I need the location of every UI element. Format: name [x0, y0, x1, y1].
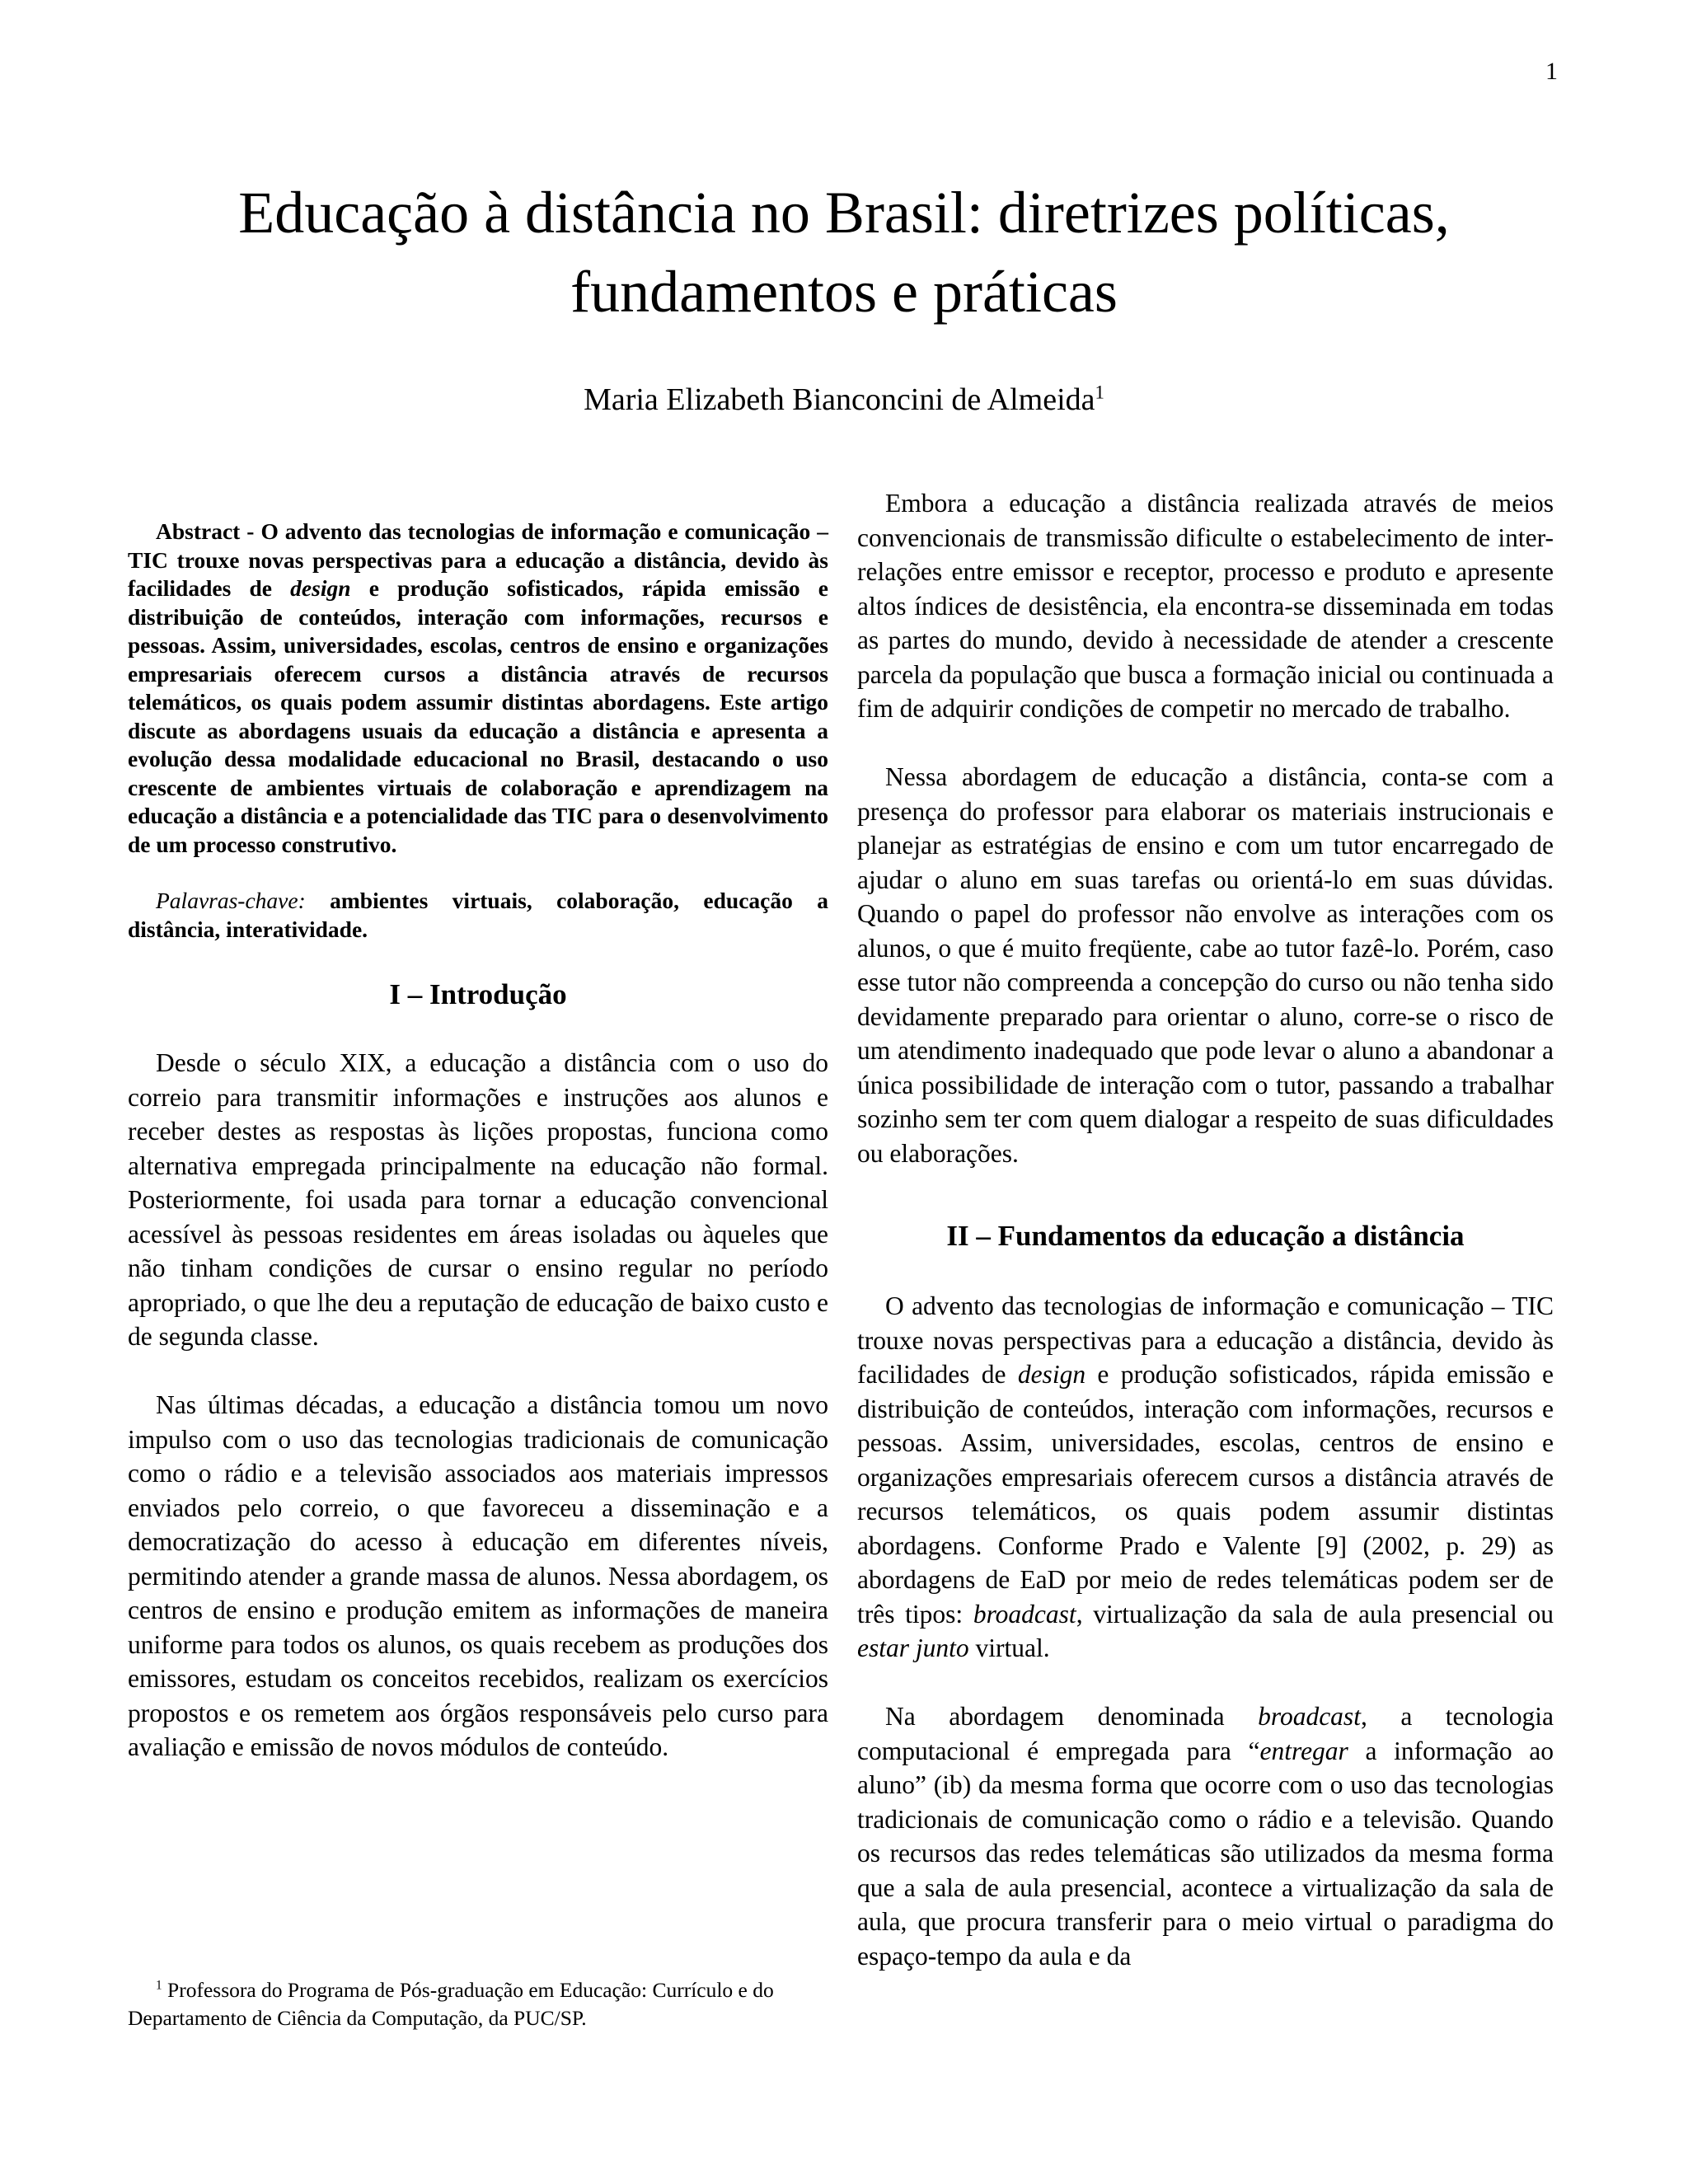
abstract-label: Abstract -: [156, 518, 255, 544]
paper-title: Educação à distância no Brasil: diretrizes políticas, fundamentos e práticas: [238, 180, 1450, 325]
italic-term: design: [1017, 1360, 1086, 1389]
page-number: 1: [1545, 58, 1558, 85]
text-run: e produção sofisticados, rápida emissão e distribuição de conteúdos, interação com informações, recursos e pessoas. Assim, universidades, escolas, centros de ensino e organizações empresariais oferecem cursos a distância através de recursos telemáticos, os quais podem assumir distintas abordagens. Conforme Prado e Valente [9] (2002, p. 29) as abordagens de EaD por meio de redes telemáticas podem ser de três tipos:: [857, 1360, 1554, 1629]
author-name: Maria Elizabeth Bianconcini de Almeida: [584, 382, 1095, 417]
footnote: [128, 1976, 828, 2032]
section-heading-fundamentos: II – Fundamentos da educação a distância: [946, 1220, 1465, 1252]
right-column: [857, 486, 1554, 1973]
paragraph: Desde o século XIX, a educação a distância com o uso do correio para transmitir informações e instruções aos alunos e receber destes as respostas às lições propostas, funciona como alternativa empregada principalmente na educação não formal. Posteriormente, foi usada para tornar a educação convencional acessível às pessoas residentes em áreas isoladas ou àqueles que não tinham condições de cursar o ensino regular no período apropriado, o que lhe deu a reputação de educação de baixo custo e de segunda classe.: [128, 1048, 828, 1351]
text-run: a informação ao aluno” (ib) da mesma forma que ocorre com o uso das tecnologias tradicionais de comunicação como o rádio e a televisão. Quando os recursos das redes telemáticas são utilizados da mesma forma que a sala de aula presencial, acontece a virtualização da sala de aula, que procura transferir para o meio virtual o paradigma do espaço-tempo da aula e da: [857, 1736, 1554, 1971]
italic-term: entregar: [1259, 1736, 1348, 1765]
italic-term: broadcast: [973, 1599, 1076, 1629]
keywords-values: ambientes virtuais, colaboração, educação a distância, interatividade.: [128, 888, 828, 942]
footnote-body: Professora do Programa de Pós-graduação em Educação: Currículo e do Departamento de Ciência da Computação, da PUC/SP.: [128, 1978, 774, 2030]
paragraph: Embora a educação a distância realizada através de meios convencionais de transmissão dificulte o estabelecimento de inter-relações entre emissor e receptor, processo e produto e apresente altos índices de desistência, ela encontra-se disseminada em todas as partes do mundo, devido à necessidade de atender a crescente parcela da população que busca a formação inicial ou continuada a fim de adquirir condições de competir no mercado de trabalho.: [857, 489, 1554, 723]
paragraph: Nessa abordagem de educação a distância, conta-se com a presença do professor para elaborar os materiais instrucionais e planejar as estratégias de ensino e com um tutor encarregado de ajudar o aluno em suas tarefas ou orientá-lo em suas dúvidas. Quando o papel do professor não envolve as interações com os alunos, o que é muito freqüente, cabe ao tutor fazê-lo. Porém, caso esse tutor não compreenda a concepção do curso ou não tenha sido devidamente preparado para orientar o aluno, corre-se o risco de um atendimento inadequado que pode levar o aluno a abandonar a única possibilidade de interação com o tutor, passando a trabalhar sozinho sem ter com quem dialogar a respeito de suas dificuldades ou elaborações.: [857, 762, 1554, 1168]
paragraph: Nas últimas décadas, a educação a distância tomou um novo impulso com o uso das tecnologias tradicionais de comunicação como o rádio e a televisão associados aos materiais impressos enviados pelo correio, o que favoreceu a disseminação e a democratização do acesso à educação em diferentes níveis, permitindo atender a grande massa de alunos. Nessa abordagem, os centros de ensino e produção emitem as informações de maneira uniforme para todos os alunos, os quais recebem as produções dos emissores, estudam os conceitos recebidos, realizam os exercícios propostos e os remetem aos órgãos responsáveis pelo curso para avaliação e emissão de novos módulos de conteúdo.: [128, 1390, 828, 1761]
abstract-italic: design: [290, 575, 351, 601]
text-run: , virtualização da sala de aula presencial ou: [1076, 1599, 1554, 1629]
text-run: virtual.: [975, 1633, 1050, 1662]
text-run: , a tecnologia computacional é empregada para “: [857, 1702, 1554, 1765]
italic-term: broadcast: [1258, 1702, 1361, 1731]
abstract-text-1: O advento das tecnologias de informação e comunicação – TIC trouxe novas perspectivas para a educação a distância, devido às facilidades de: [128, 518, 828, 601]
italic-term: estar junto: [857, 1633, 969, 1662]
abstract-text-2: e produção sofisticados, rápida emissão e distribuição de conteúdos, interação com informações, recursos e pessoas. Assim, universidades, escolas, centros de ensino e organizações empresariais oferecem cursos a distância através de recursos telemáticos, os quais podem assumir distintas abordagens. Este artigo discute as abordagens usuais da educação a distância e apresenta a evolução dessa modalidade educacional no Brasil, destacando o uso crescente de ambientes virtuais de colaboração e aprendizagem na educação a distância e a potencialidade das TIC para o desenvolvimento de um processo construtivo.: [128, 575, 828, 857]
footnote-text: [128, 1976, 828, 2032]
keywords: [128, 887, 828, 944]
author-line: [124, 381, 1564, 419]
section-heading-introducao: I – Introdução: [389, 978, 567, 1010]
text-run: O advento das tecnologias de informação e comunicação – TIC trouxe novas perspectivas para a educação a distância, devido às facilidades de: [857, 1291, 1554, 1389]
paragraph: [857, 1289, 1554, 1666]
abstract: [128, 518, 828, 859]
paragraph: [857, 1699, 1554, 1973]
left-column: [128, 486, 828, 1765]
footnote-marker: 1: [156, 1978, 162, 1993]
text-run: Na abordagem denominada: [885, 1702, 1225, 1731]
keywords-label: Palavras-chave:: [156, 888, 306, 913]
author-footnote-marker: 1: [1095, 382, 1104, 403]
